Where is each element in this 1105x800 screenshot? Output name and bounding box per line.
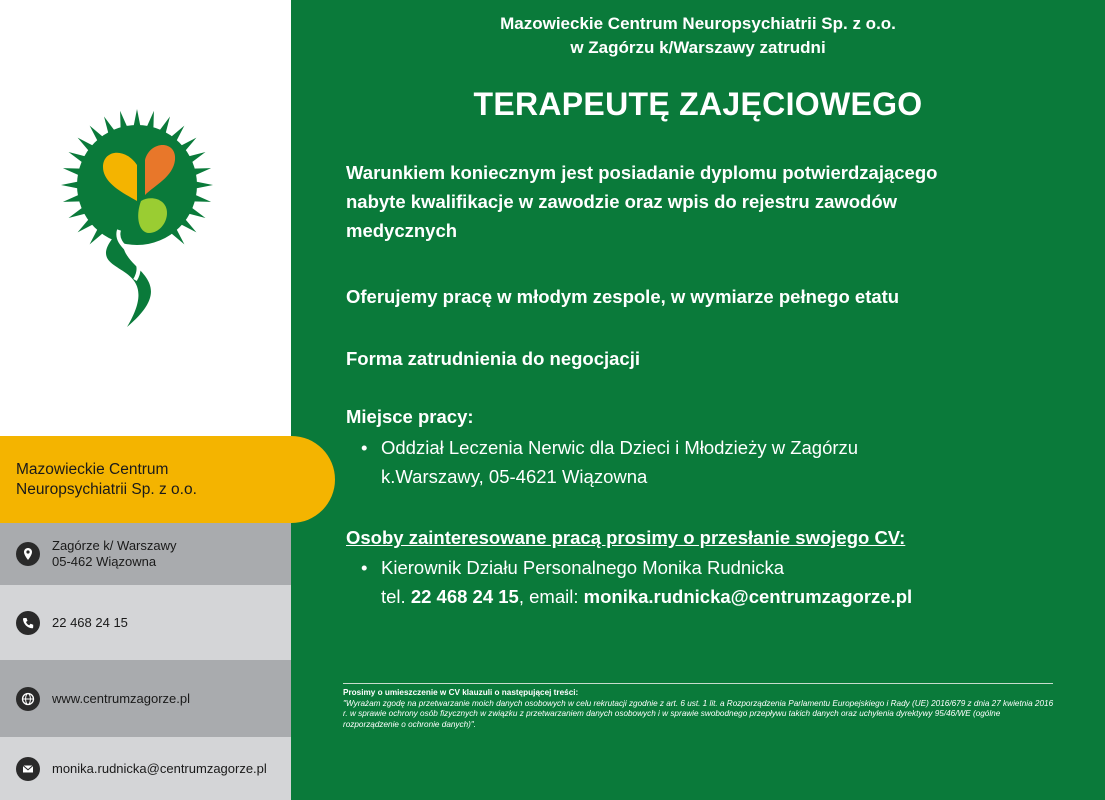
org-line2: Neuropsychiatrii Sp. z o.o. [16,480,197,498]
contact-email [0,737,291,800]
phone-number[interactable]: 22 468 24 15 [52,614,128,630]
globe-icon [16,687,40,711]
clause-heading: Prosimy o umieszczenie w CV klauzuli o następującej treści: [343,688,579,697]
job-offer-panel [291,0,1105,800]
organization-tab [0,436,335,523]
contact-phone [0,585,291,660]
workplace-heading: Miejsce pracy: [346,406,474,427]
job-title: TERAPEUTĘ ZAJĘCIOWEGO [473,86,923,122]
sidebar [0,0,291,800]
contact-person-item: • Kierownik Działu Personalnego Monika Rudnicka tel. 22 468 24 15, email: monika.rudnicka@centrumzagorze.pl [361,553,1081,611]
contact-email-address[interactable]: monika.rudnicka@centrumzagorze.pl [583,586,913,607]
clover-sun-tree-logo [55,105,235,330]
employment-form: Forma zatrudnienia do negocjacji [346,348,640,369]
divider [343,683,1053,684]
employer-location: w Zagórzu k/Warszawy zatrudni [570,38,826,57]
gdpr-clause [343,688,1055,730]
address-line1: Zagórze k/ Warszawy [52,537,177,553]
clause-body: "Wyrażam zgodę na przetwarzanie moich danych osobowych w celu rekrutacji zgodnie z art. 6 ust. 1 lit. a Rozporządzenia Parlamentu Europejskiego i Rady (UE) 2016/679 z dnia 27 kwietnia 2016 r. w sprawie ochrony osób fizycznych w związku z przetwarzaniem danych osobowych i w sprawie swobodnego przepływu takich danych oraz uchylenia dyrektywy 95/46/WE (ogólne rozporządzenie o ochronie danych)". [343,698,1054,729]
employer-name: Mazowieckie Centrum Neuropsychiatrii Sp. z o.o. [500,14,896,33]
workplace-item: • Oddział Leczenia Nerwic dla Dzieci i Młodzieży w Zagórzu k.Warszawy, 05-4621 Wiązowna [361,433,1081,491]
contact-phone-number[interactable]: 22 468 24 15 [410,586,519,607]
email-link[interactable]: monika.rudnicka@centrumzagorze.pl [52,760,267,776]
website-link[interactable]: www.centrumzagorze.pl [52,690,190,706]
envelope-icon [16,757,40,781]
org-line1: Mazowieckie Centrum [16,460,169,478]
location-pin-icon [16,542,40,566]
address-line2: 05-462 Wiązowna [52,553,157,569]
cv-heading: Osoby zainteresowane pracą prosimy o przesłanie swojego CV: [346,527,906,548]
phone-icon [16,611,40,635]
contact-website [0,660,291,737]
requirements: Warunkiem koniecznym jest posiadanie dyplomu potwierdzającego nabyte kwalifikacje w zawodzie oraz wpis do rejestru zawodów medycznych [346,162,938,241]
offer-text: Oferujemy pracę w młodym zespole, w wymiarze pełnego etatu [346,286,900,307]
